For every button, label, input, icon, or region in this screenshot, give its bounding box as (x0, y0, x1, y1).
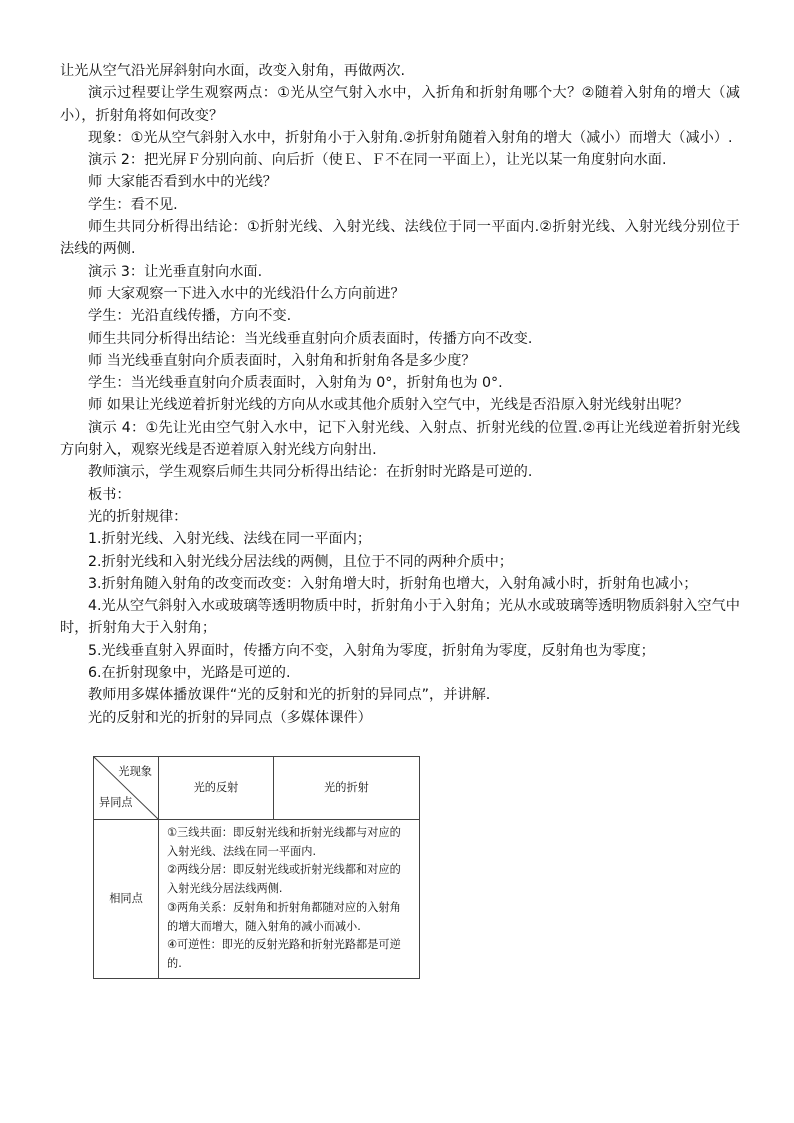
table-header-row (94, 757, 420, 820)
paragraph-list (60, 60, 740, 707)
paragraph: 现象：①光从空气斜射入水中，折射角小于入射角.②折射角随着入射角的增大（减小）而增大（减小）. (88, 129, 733, 146)
paragraph: 师 大家观察一下进入水中的光线沿什么方向前进？ (88, 285, 405, 302)
paragraph: 1.折射光线、入射光线、法线在同一平面内； (88, 531, 372, 548)
paragraph: 师 当光线垂直射向介质表面时，入射角和折射角各是多少度？ (88, 352, 476, 369)
paragraph: 师生共同分析得出结论：①折射光线、入射光线、法线位于同一平面内.②折射光线、入射光线分别位于法线的两侧. (60, 219, 740, 258)
paragraph: 让光从空气沿光屏斜射向水面，改变入射角，再做两次. (60, 63, 406, 79)
paragraph: 演示过程要让学生观察两点：①光从空气射入水中，入折角和折射角哪个大？②随着入射角的增大（减小），折射角将如何改变？ (60, 85, 740, 124)
paragraph: 学生：光沿直线传播，方向不变. (88, 308, 292, 325)
same-point: ②两线分居：即反射光线或折射光线都和对应的入射光线分居法线两侧. (167, 863, 401, 896)
document-body (60, 60, 740, 733)
paragraph: 师生共同分析得出结论：当光线垂直射向介质表面时，传播方向不改变. (88, 330, 533, 347)
corner-top-label: 光现象 (118, 765, 152, 778)
paragraph: 演示 4：①先让光由空气射入水中，记下入射光线、入射点、折射光线的位置.②再让光线逆着折射光线方向射入，观察光线是否逆着原入射光线方向射出. (60, 419, 740, 459)
same-points-cell (159, 820, 420, 979)
corner-bottom-label: 异同点 (99, 796, 133, 810)
header-refraction: 光的折射 (274, 757, 420, 820)
paragraph: 板书： (88, 486, 131, 503)
paragraph: 学生：当光线垂直射向介质表面时，入射角为 0°，折射角也为 0°. (88, 375, 503, 392)
paragraph: 教师用多媒体播放课件“光的反射和光的折射的异同点”，并讲解. (88, 687, 491, 704)
paragraph: 光的折射规律： (88, 508, 188, 525)
same-point: ③两角关系：反射角和折射角都随对应的入射角的增大而增大，随入射角的减小而减小. (167, 900, 401, 933)
same-point: ④可逆性：即光的反射光路和折射光路都是可逆的. (167, 938, 401, 970)
row-label-same: 相同点 (94, 820, 159, 979)
paragraph: 4.光从空气斜射入水或玻璃等透明物质中时，折射角小于入射角；光从水或玻璃等透明物质斜射入空气中时，折射角大于入射角； (60, 598, 740, 637)
table-row-same (94, 820, 420, 979)
paragraph: 演示 2：把光屏Ｆ分别向前、向后折（使Ｅ、Ｆ不在同一平面上），让光以某一角度射向水面. (88, 152, 667, 169)
paragraph: 教师演示，学生观察后师生共同分析得出结论：在折射时光路是可逆的. (88, 464, 533, 481)
paragraph: 2.折射光线和入射光线分居法线的两侧，且位于不同的两种介质中； (88, 553, 513, 570)
table-title: 光的反射和光的折射的异同点（多媒体课件） (88, 709, 372, 726)
diagonal-header-cell (94, 757, 159, 820)
paragraph: 5.光线垂直射入界面时，传播方向不变，入射角为零度，折射角为零度，反射角也为零度； (88, 642, 655, 659)
same-point: ①三线共面：即反射光线和折射光线都与对应的入射光线、法线在同一平面内. (167, 826, 401, 858)
paragraph: 演示 3：让光垂直射向水面. (88, 263, 263, 280)
paragraph: 6.在折射现象中，光路是可逆的. (88, 665, 291, 682)
paragraph: 3.折射角随入射角的改变而改变：入射角增大时，折射角也增大，入射角减小时，折射角也减小； (88, 575, 698, 592)
header-reflection: 光的反射 (159, 757, 274, 820)
paragraph: 师 大家能否看到水中的光线？ (88, 174, 277, 191)
paragraph: 师 如果让光线逆着折射光线的方向从水或其他介质射入空气中，光线是否沿原入射光线射出呢？ (88, 397, 689, 414)
paragraph: 学生：看不见. (88, 196, 178, 213)
comparison-table (93, 756, 420, 979)
